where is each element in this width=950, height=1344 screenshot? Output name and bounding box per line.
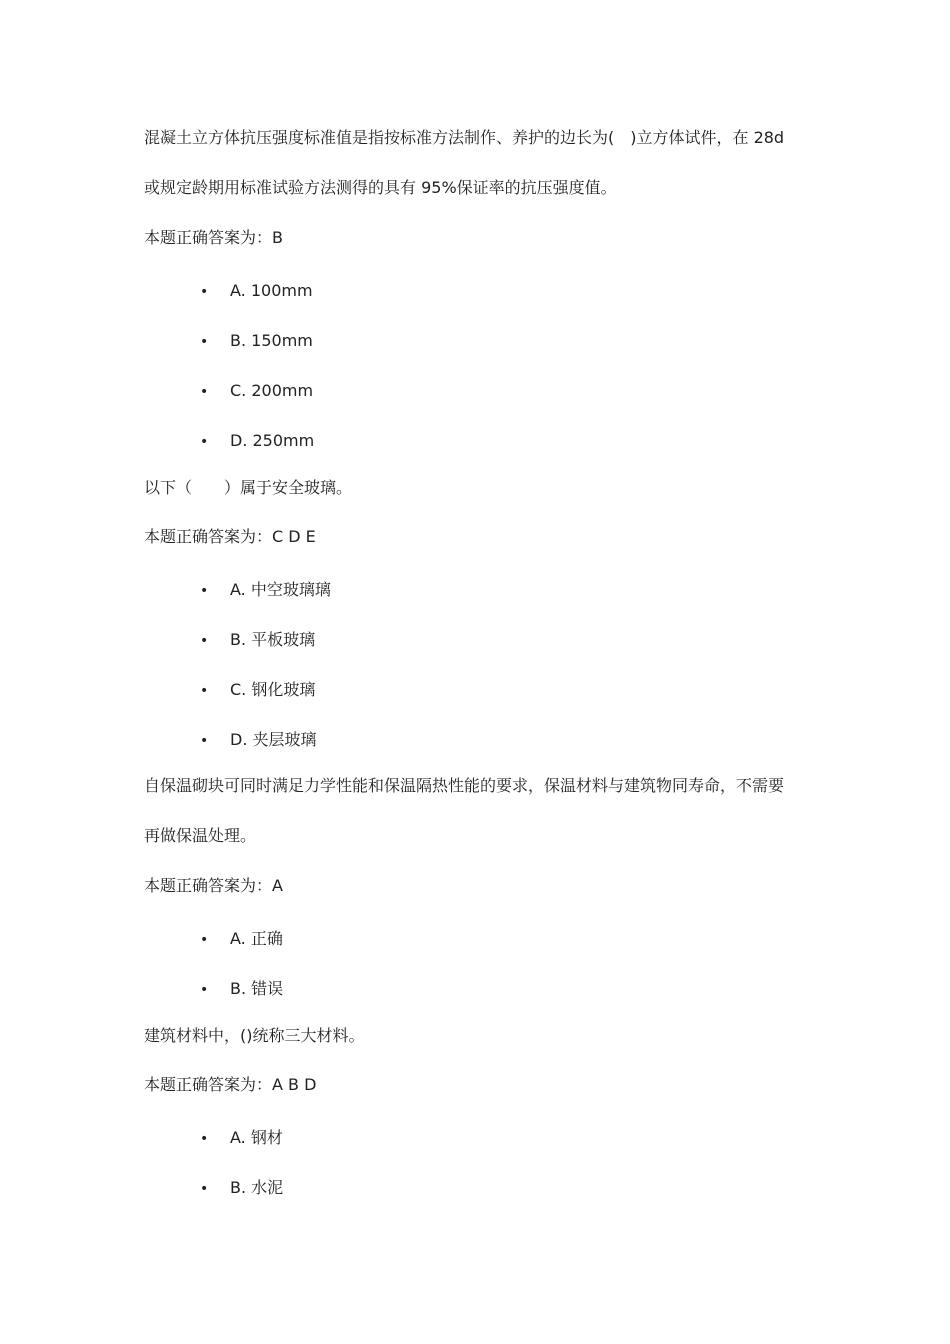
bullet-icon: • [200, 434, 209, 450]
option-label: A. 正确 [230, 929, 283, 948]
question-1-text-line-1: 混凝土立方体抗压强度标准值是指按标准方法制作、养护的边长为( )立方体试件，在 28d [144, 128, 785, 147]
question-2-option-a [200, 580, 331, 600]
bullet-icon: • [200, 982, 209, 998]
question-1-text-line-2: 或规定龄期用标准试验方法测得的具有 95%保证率的抗压强度值。 [144, 178, 617, 197]
question-2-answer: 本题正确答案为：C D E [144, 527, 316, 546]
question-3-option-a [200, 929, 283, 949]
option-label: C. 钢化玻璃 [230, 680, 316, 699]
option-label: A. 钢材 [230, 1128, 283, 1147]
option-label: D. 夹层玻璃 [230, 730, 317, 749]
option-label: B. 150mm [230, 331, 313, 350]
question-2-option-c [200, 680, 315, 700]
question-1-option-d [200, 431, 314, 451]
question-2-option-b [200, 630, 315, 650]
question-4-answer: 本题正确答案为：A B D [144, 1075, 317, 1094]
bullet-icon: • [200, 633, 209, 649]
option-label: A. 100mm [230, 281, 313, 300]
question-1-option-a [200, 281, 313, 301]
bullet-icon: • [200, 284, 209, 300]
question-1-option-c [200, 381, 313, 401]
bullet-icon: • [200, 733, 209, 749]
bullet-icon: • [200, 1181, 209, 1197]
bullet-icon: • [200, 583, 209, 599]
question-4-option-a [200, 1128, 283, 1148]
option-label: B. 错误 [230, 979, 284, 998]
option-label: B. 水泥 [230, 1178, 284, 1197]
option-label: B. 平板玻璃 [230, 630, 316, 649]
question-2-text-line-1: 以下（ ）属于安全玻璃。 [144, 478, 353, 497]
bullet-icon: • [200, 932, 209, 948]
bullet-icon: • [200, 334, 209, 350]
bullet-icon: • [200, 1131, 209, 1147]
bullet-icon: • [200, 683, 209, 699]
question-3-option-b [200, 979, 283, 999]
question-1-answer: 本题正确答案为：B [144, 228, 283, 247]
bullet-icon: • [200, 384, 209, 400]
question-3-answer: 本题正确答案为：A [144, 876, 283, 895]
question-4-text-line-1: 建筑材料中，()统称三大材料。 [144, 1026, 365, 1045]
question-4-option-b [200, 1178, 283, 1198]
option-label: D. 250mm [230, 431, 315, 450]
option-label: C. 200mm [230, 381, 314, 400]
question-2-option-d [200, 730, 317, 750]
option-label: A. 中空玻璃璃 [230, 580, 331, 599]
question-3-text-line-2: 再做保温处理。 [144, 826, 257, 845]
question-3-text-line-1: 自保温砌块可同时满足力学性能和保温隔热性能的要求，保温材料与建筑物同寿命，不需要 [144, 776, 785, 795]
question-1-option-b [200, 331, 313, 351]
